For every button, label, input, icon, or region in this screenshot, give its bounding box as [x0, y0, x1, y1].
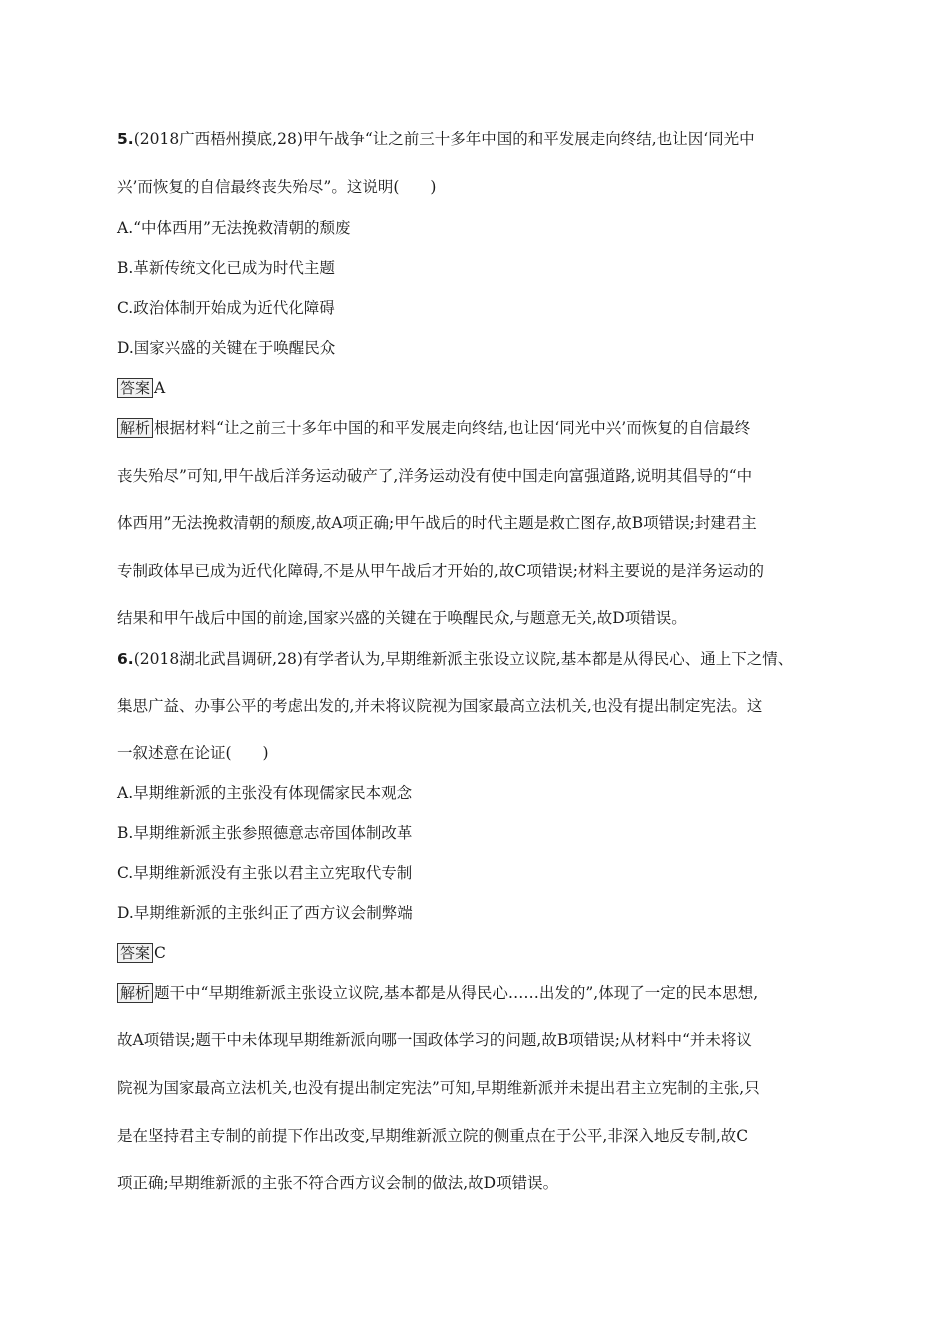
- q6-option-b: B.早期维新派主张参照德意志帝国体制改革: [117, 824, 413, 842]
- q5-option-b: B.革新传统文化已成为时代主题: [117, 259, 335, 277]
- q6-stem-line-2: 集思广益、办事公平的考虑出发的,并未将议院视为国家最高立法机关,也没有提出制定宪法。这: [117, 697, 763, 715]
- q5-analysis-line-1: 解析 根据材料“让之前三十多年中国的和平发展走向终结,也让因‘同光中兴’而恢复的自信最终: [117, 417, 750, 439]
- q5-analysis-line-2: 丧失殆尽”可知,甲午战后洋务运动破产了,洋务运动没有使中国走向富强道路,说明其倡导的“中: [117, 467, 753, 485]
- q5-option-c: C.政治体制开始成为近代化障碍: [117, 299, 335, 317]
- q6-answer-value: C: [154, 944, 166, 962]
- q5-answer-value: A: [154, 379, 166, 397]
- q5-stem-line-2: 兴’而恢复的自信最终丧失殆尽”。这说明( ): [117, 178, 437, 196]
- q6-answer: [117, 942, 166, 964]
- q6-analysis-line-3: 院视为国家最高立法机关,也没有提出制定宪法”可知,早期维新派并未提出君主立宪制的主张,只: [117, 1079, 760, 1097]
- q5-option-a: A.“中体西用”无法挽救清朝的颓废: [117, 219, 351, 237]
- q5-stem-line-1: 5.(2018广西梧州摸底,28)甲午战争“让之前三十多年中国的和平发展走向终结,也让因‘同光中: [117, 130, 755, 148]
- q6-option-a: A.早期维新派的主张没有体现儒家民本观念: [117, 784, 413, 802]
- q5-answer: [117, 377, 165, 399]
- q6-option-d: D.早期维新派的主张纠正了西方议会制弊端: [117, 904, 413, 922]
- q5-analysis-line-5: 结果和甲午战后中国的前途,国家兴盛的关键在于唤醒民众,与题意无关,故D项错误。: [117, 609, 687, 627]
- q6-option-c: C.早期维新派没有主张以君主立宪取代专制: [117, 864, 413, 882]
- q5-analysis-line-3: 体西用”无法挽救清朝的颓废,故A项正确;甲午战后的时代主题是救亡图存,故B项错误;封建君主: [117, 514, 757, 532]
- q6-analysis-line-4: 是在坚持君主专制的前提下作出改变,早期维新派立院的侧重点在于公平,非深入地反专制,故C: [117, 1127, 749, 1145]
- answer-tag: 答案: [117, 943, 153, 963]
- q5-analysis-line-4: 专制政体早已成为近代化障碍,不是从甲午战后才开始的,故C项错误;材料主要说的是洋务运动的: [117, 562, 764, 580]
- q6-analysis-line-1: 解析 题干中“早期维新派主张设立议院,基本都是从得民心……出发的”,体现了一定的民本思想,: [117, 982, 758, 1004]
- q6-stem-line-1: 6.(2018湖北武昌调研,28)有学者认为,早期维新派主张设立议院,基本都是从得民心、通上下之情、: [117, 650, 794, 668]
- q6-stem-line-3: 一叙述意在论证( ): [117, 744, 269, 762]
- analysis-tag: 解析: [117, 983, 153, 1003]
- q6-number: 6.: [117, 650, 134, 668]
- q5-option-d: D.国家兴盛的关键在于唤醒民众: [117, 339, 336, 357]
- q6-analysis-line-5: 项正确;早期维新派的主张不符合西方议会制的做法,故D项错误。: [117, 1174, 559, 1192]
- answer-tag: 答案: [117, 378, 153, 398]
- q6-analysis-line-2: 故A项错误;题干中未体现早期维新派向哪一国政体学习的问题,故B项错误;从材料中“并未将议: [117, 1031, 752, 1049]
- analysis-tag: 解析: [117, 418, 153, 438]
- q5-number: 5.: [117, 130, 134, 148]
